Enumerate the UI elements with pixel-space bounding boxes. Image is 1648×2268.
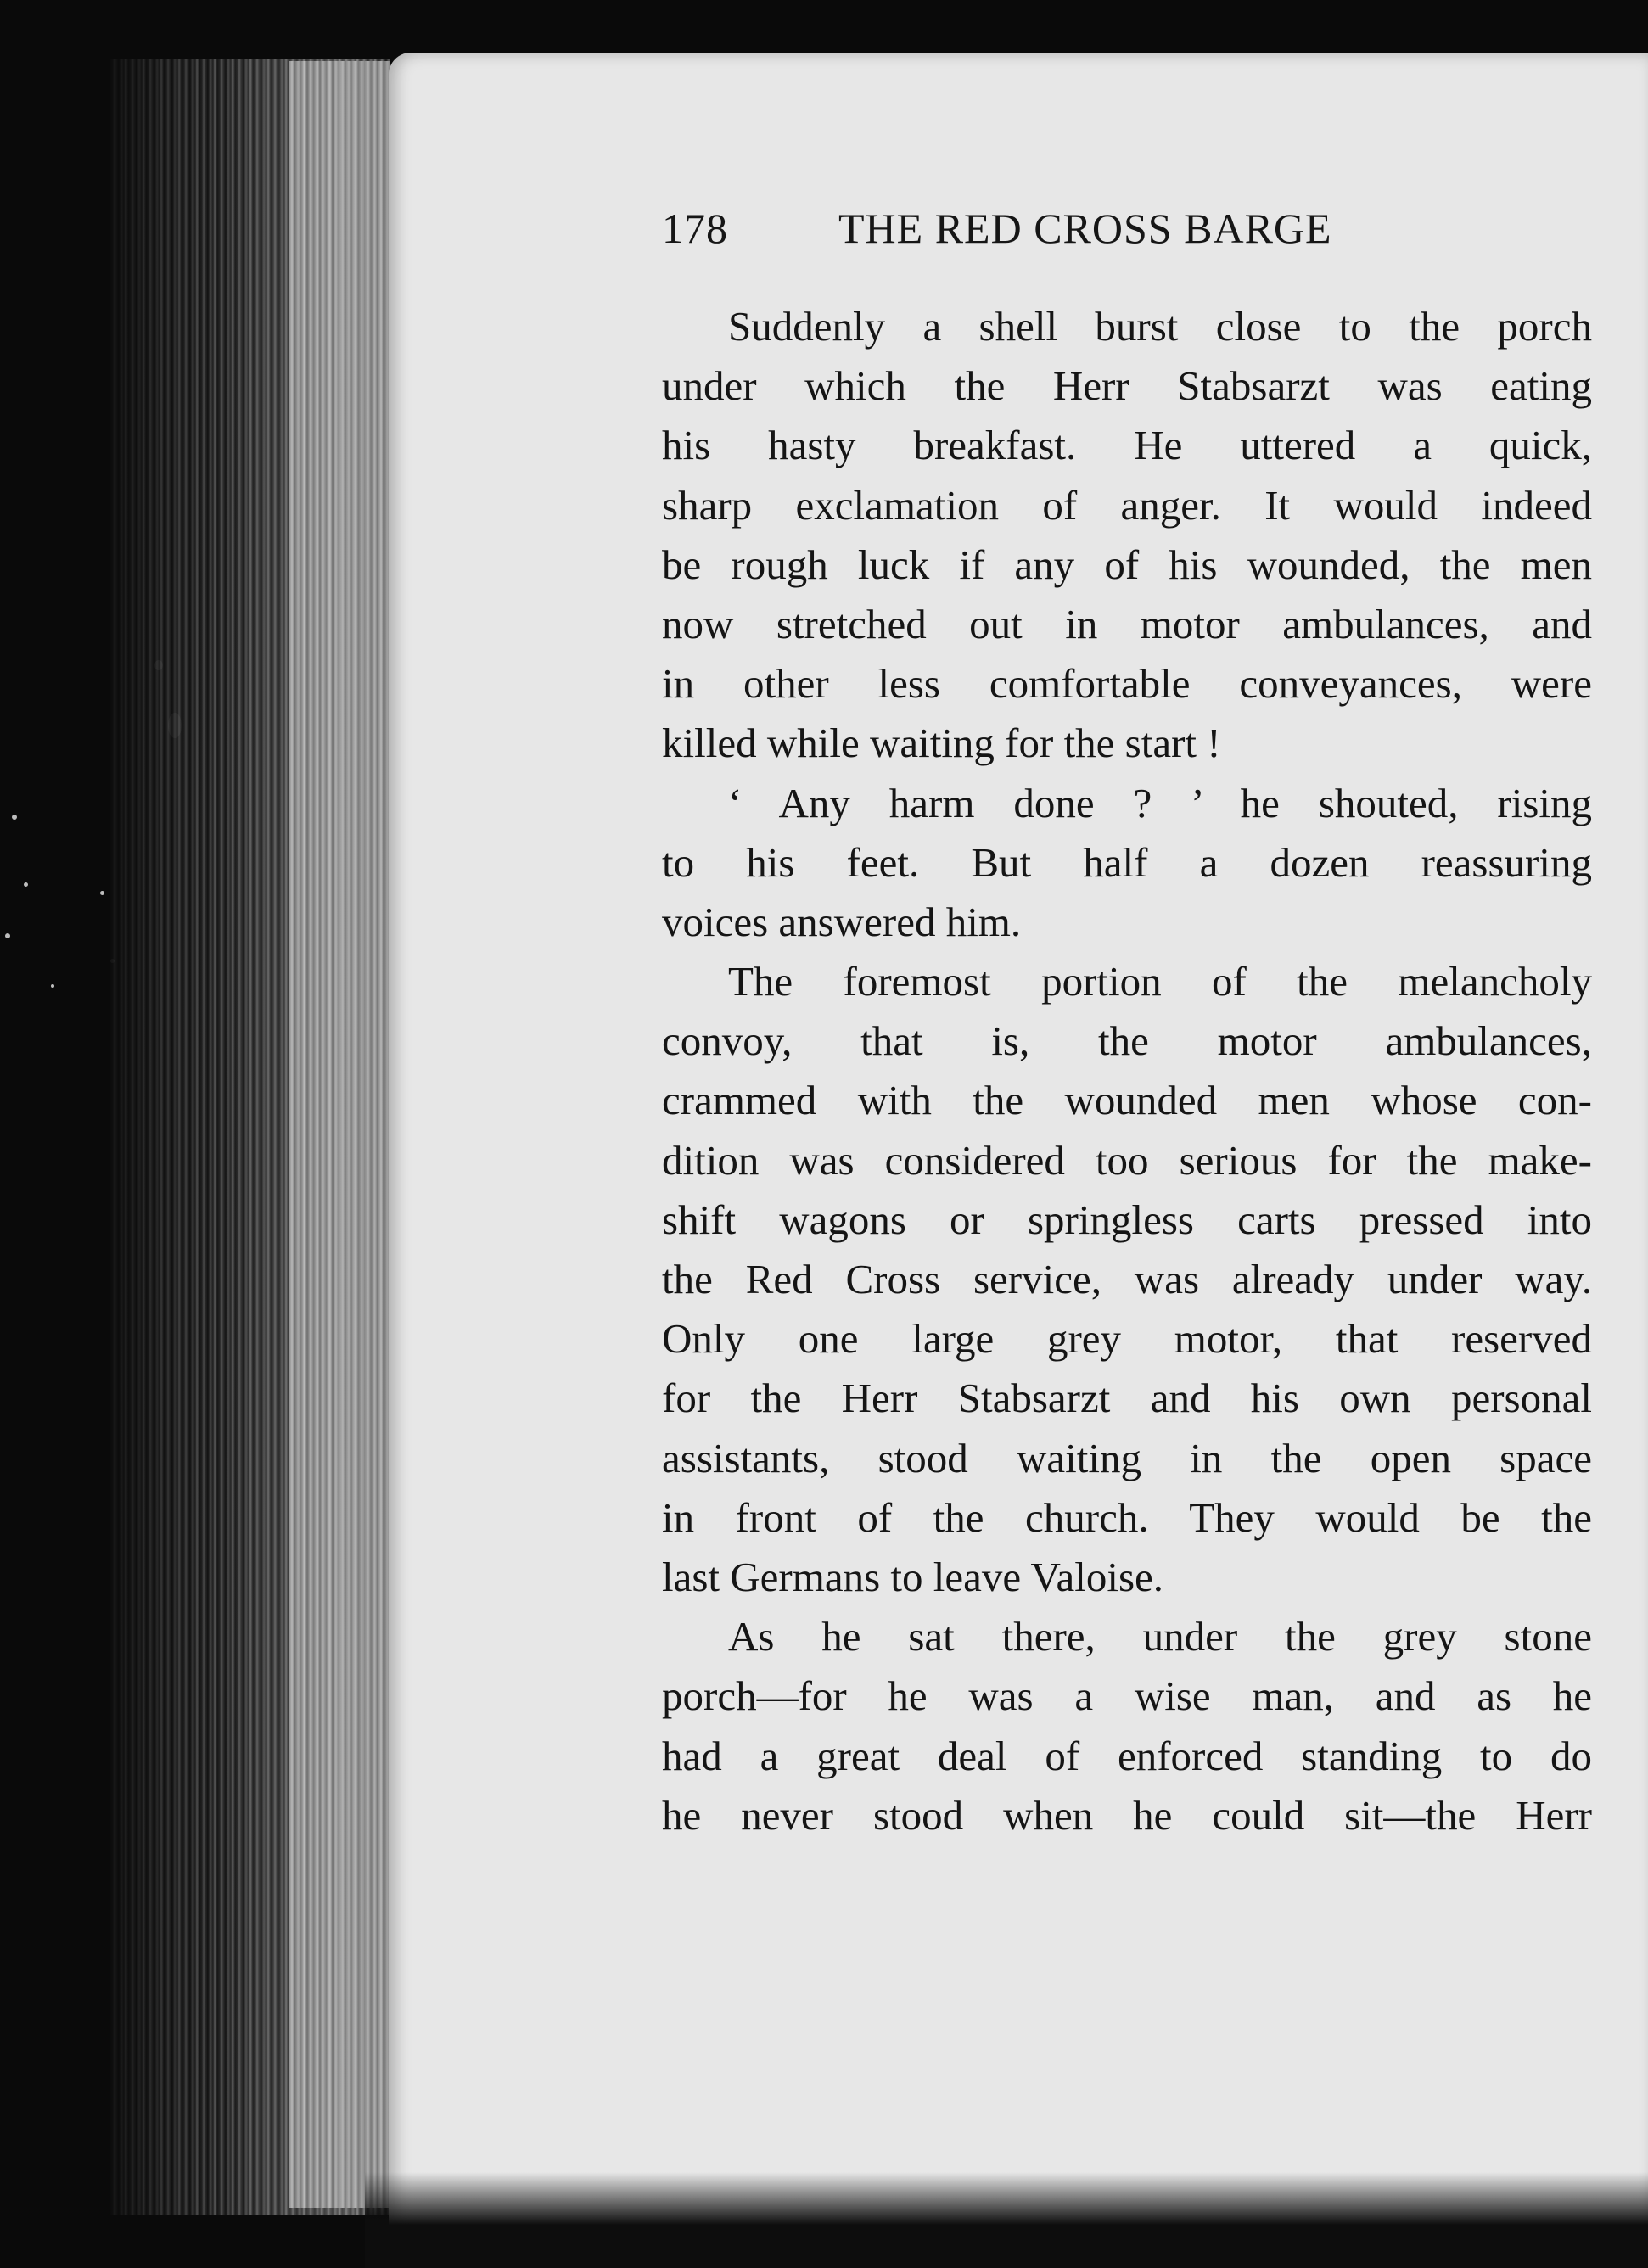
text-line: ‘ Any harm done ? ’ he shouted, rising	[728, 779, 1592, 826]
text-line: he never stood when he could sit—the Herr	[662, 1791, 1592, 1839]
running-head: THE RED CROSS BARGE	[838, 204, 1332, 252]
dust-speck	[51, 984, 54, 988]
text-line: the Red Cross service, was already under way.	[662, 1256, 1592, 1302]
text-line: Only one large grey motor, that reserved	[662, 1315, 1592, 1363]
text-line: his hasty breakfast. He uttered a quick,	[662, 422, 1592, 469]
text-line: in front of the church. They would be the	[662, 1493, 1592, 1541]
text-line: to his feet. But half a dozen reassuring	[662, 838, 1592, 886]
text-line: shift wagons or springless carts pressed into	[662, 1196, 1592, 1243]
body-text	[662, 297, 1592, 1845]
paragraph	[662, 1607, 1592, 1845]
dust-speck	[24, 882, 28, 887]
paragraph	[662, 297, 1592, 774]
page-number: 178	[662, 204, 728, 252]
text-line: under which the Herr Stabsarzt was eating	[662, 362, 1592, 410]
page-header	[662, 204, 1612, 263]
text-line: in other less comfortable conveyances, were	[662, 660, 1592, 708]
text-line: now stretched out in motor ambulances, and	[662, 600, 1592, 647]
paragraph	[662, 952, 1592, 1607]
paragraph	[662, 774, 1592, 953]
text-line: be rough luck if any of his wounded, the men	[662, 540, 1592, 588]
text-line: dition was considered too serious for the make-	[662, 1136, 1592, 1184]
text-line: The foremost portion of the melancholy	[728, 958, 1592, 1005]
text-line: convoy, that is, the motor ambulances,	[662, 1017, 1592, 1065]
text-line: voices answered him.	[662, 898, 1022, 945]
text-line: killed while waiting for the start !	[662, 720, 1221, 767]
text-line: Suddenly a shell burst close to the porch	[728, 303, 1592, 350]
text-line: had a great deal of enforced standing to do	[662, 1732, 1592, 1779]
text-line: As he sat there, under the grey stone	[728, 1613, 1592, 1660]
text-line: assistants, stood waiting in the open space	[662, 1434, 1592, 1481]
dust-speck	[100, 891, 104, 895]
page-edges-highlight	[289, 61, 390, 2208]
text-line: last Germans to leave Valoise.	[662, 1553, 1164, 1600]
page-bottom-shadow	[365, 2172, 1648, 2268]
text-line: porch—for he was a wise man, and as he	[662, 1672, 1592, 1720]
dust-speck	[5, 933, 10, 938]
text-line: crammed with the wounded men whose con-	[662, 1077, 1592, 1124]
text-line: sharp exclamation of anger. It would indeed	[662, 481, 1592, 529]
text-line: for the Herr Stabsarzt and his own personal	[662, 1375, 1592, 1422]
dust-speck	[12, 815, 17, 820]
